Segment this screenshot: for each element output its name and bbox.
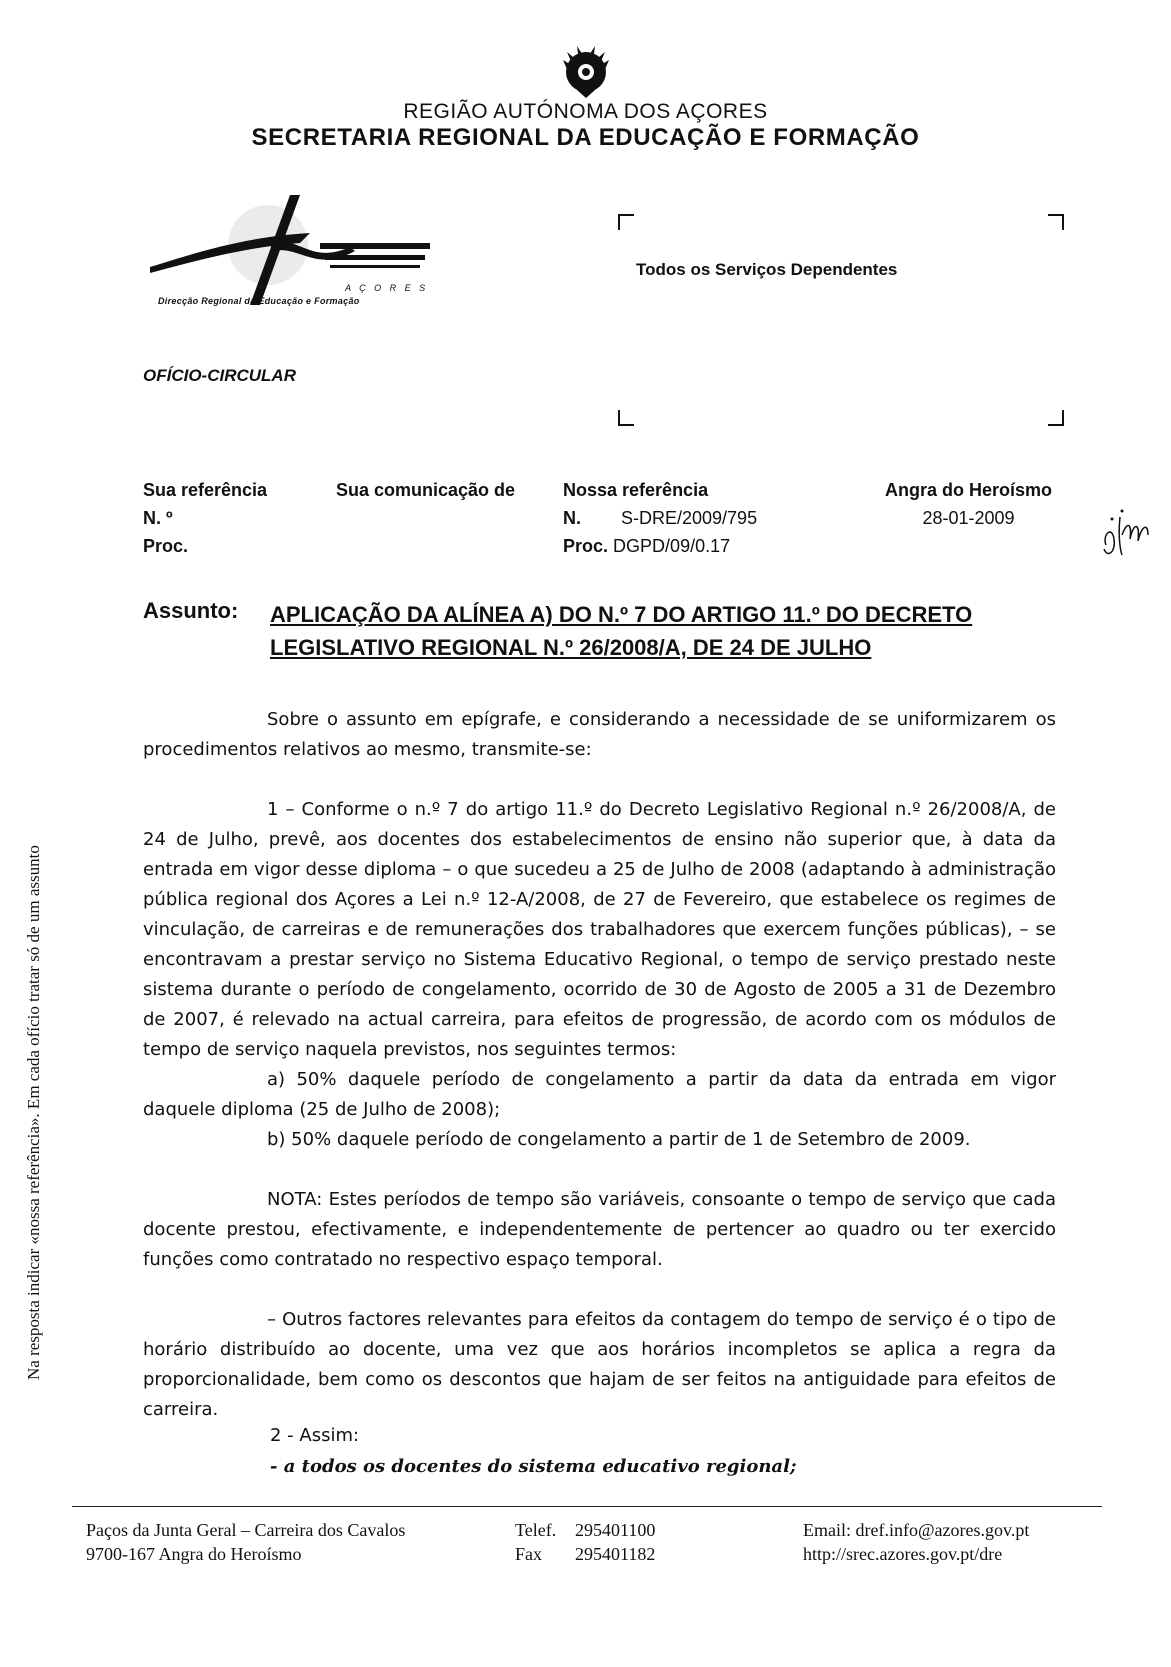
todos-docentes-line: - a todos os docentes do sistema educativo regional; xyxy=(270,1456,797,1477)
secretaria-title: SECRETARIA REGIONAL DA EDUCAÇÃO E FORMAÇÃO xyxy=(251,124,920,151)
nossa-referencia-label: Nossa referência xyxy=(563,480,709,500)
footer-contact xyxy=(803,1518,1029,1566)
assim-heading: 2 - Assim: xyxy=(270,1425,360,1446)
region-title: REGIÃO AUTÓNOMA DOS AÇORES xyxy=(403,100,768,123)
address-corner-bottom-right xyxy=(1048,410,1064,426)
address-corner-top-left xyxy=(618,214,634,230)
paragraph-outros: – Outros factores relevantes para efeitos da contagem do tempo de serviço é o tipo de horário distribuído ao docente, uma vez que aos horários incompletos se aplica a regra da proporcionalidade, bem como os descontos que hajam de ser feitos na antiguidade para efeitos de carreira. xyxy=(143,1309,1056,1420)
sua-n-label: N. º xyxy=(143,508,173,528)
footer-fax-label: Fax xyxy=(515,1544,542,1564)
footer-tel: 295401100 xyxy=(575,1520,656,1540)
paragraph-intro: Sobre o assunto em epígrafe, e considerando a necessidade de se uniformizarem os procedimentos relativos ao mesmo, transmite-se: xyxy=(143,709,1056,760)
footer-phone xyxy=(515,1518,655,1566)
footer-email-link[interactable]: dref.info@azores.gov.pt xyxy=(855,1520,1030,1540)
nossa-n-value: S-DRE/2009/795 xyxy=(621,508,758,528)
paragraph-1: 1 – Conforme o n.º 7 do artigo 11.º do Decreto Legislativo Regional n.º 26/2008/A, de 24 de Julho, prevê, aos docentes dos estabelecimentos de ensino não superior que, à data da entrada em vigor desse diploma – o que sucedeu a 25 de Julho de 2008 (adaptando à administração pública regional dos Açores a Lei n.º 12-A/2008, de 27 de Fevereiro, que estabelece os regimes de vinculação, de carreiras e de remunerações dos trabalhadores que exercem funções públicas), – se encontravam a prestar serviço no Sistema Educativo Regional, o tempo de serviço prestado neste sistema durante o período de congelamento, ocorrido de 30 de Agosto de 2005 a 31 de Dezembro de 2007, é relevado na actual carreira, para efeitos de progressão, de acordo com os módulos de tempo de serviço naquela previstos, nos seguintes termos: xyxy=(143,799,1056,1060)
footer-tel-label: Telef. xyxy=(515,1520,557,1540)
footer-address-line2: 9700-167 Angra do Heroísmo xyxy=(86,1544,302,1564)
nossa-n-label: N. xyxy=(563,508,581,528)
sua-referencia-label: Sua referência xyxy=(143,480,268,500)
address-corner-bottom-left xyxy=(618,410,634,426)
sua-comunicacao-block xyxy=(336,476,515,504)
place-date-block xyxy=(876,476,1061,532)
footer-address xyxy=(86,1518,405,1566)
document-type: OFÍCIO-CIRCULAR xyxy=(143,366,296,385)
sua-comunicacao-label: Sua comunicação de xyxy=(336,480,516,500)
sua-proc-label: Proc. xyxy=(143,536,189,556)
sua-referencia-block xyxy=(143,476,267,560)
assunto-label: Assunto: xyxy=(143,598,239,623)
nossa-proc-value: DGPD/09/0.17 xyxy=(613,536,731,556)
coat-of-arms-emblem xyxy=(555,38,617,100)
logo-acores-text: A Ç O R E S xyxy=(345,283,429,293)
assunto-text: APLICAÇÃO DA ALÍNEA A) DO N.º 7 DO ARTIGO 11.º DO DECRETO LEGISLATIVO REGIONAL N.º 26/2008/A, DE 24 DE JULHO xyxy=(270,602,973,660)
document-date: 28-01-2009 xyxy=(922,508,1015,528)
logo-caption: Direcção Regional da Educação e Formação xyxy=(158,296,360,306)
paragraph-nota: NOTA: Estes períodos de tempo são variáveis, consoante o tempo de serviço que cada docente prestou, efectivamente, e independentemente de pertencer ao quadro ou ter exercido funções como contratado no respectivo espaço temporal. xyxy=(143,1189,1056,1270)
side-note: Na resposta indicar «nossa referência». Em cada ofício tratar só de um assunto xyxy=(24,845,43,1380)
paragraph-b: b) 50% daquele período de congelamento a partir de 1 de Setembro de 2009. xyxy=(267,1129,971,1150)
footer-rule xyxy=(72,1506,1102,1507)
footer-fax: 295401182 xyxy=(575,1544,656,1564)
nossa-referencia-block xyxy=(563,476,757,560)
place-label: Angra do Heroísmo xyxy=(884,480,1053,500)
footer-address-line1: Paços da Junta Geral – Carreira dos Cavalos xyxy=(86,1520,406,1540)
footer-email-label: Email: xyxy=(803,1520,851,1540)
handwritten-initials xyxy=(1098,505,1154,565)
paragraph-a: a) 50% daquele período de congelamento a partir da data da entrada em vigor daquele diploma (25 de Julho de 2008); xyxy=(143,1069,1056,1120)
footer-website-link[interactable]: http://srec.azores.gov.pt/dre xyxy=(803,1544,1003,1564)
recipient: Todos os Serviços Dependentes xyxy=(636,260,898,279)
nossa-proc-label: Proc. xyxy=(563,536,609,556)
address-corner-top-right xyxy=(1048,214,1064,230)
